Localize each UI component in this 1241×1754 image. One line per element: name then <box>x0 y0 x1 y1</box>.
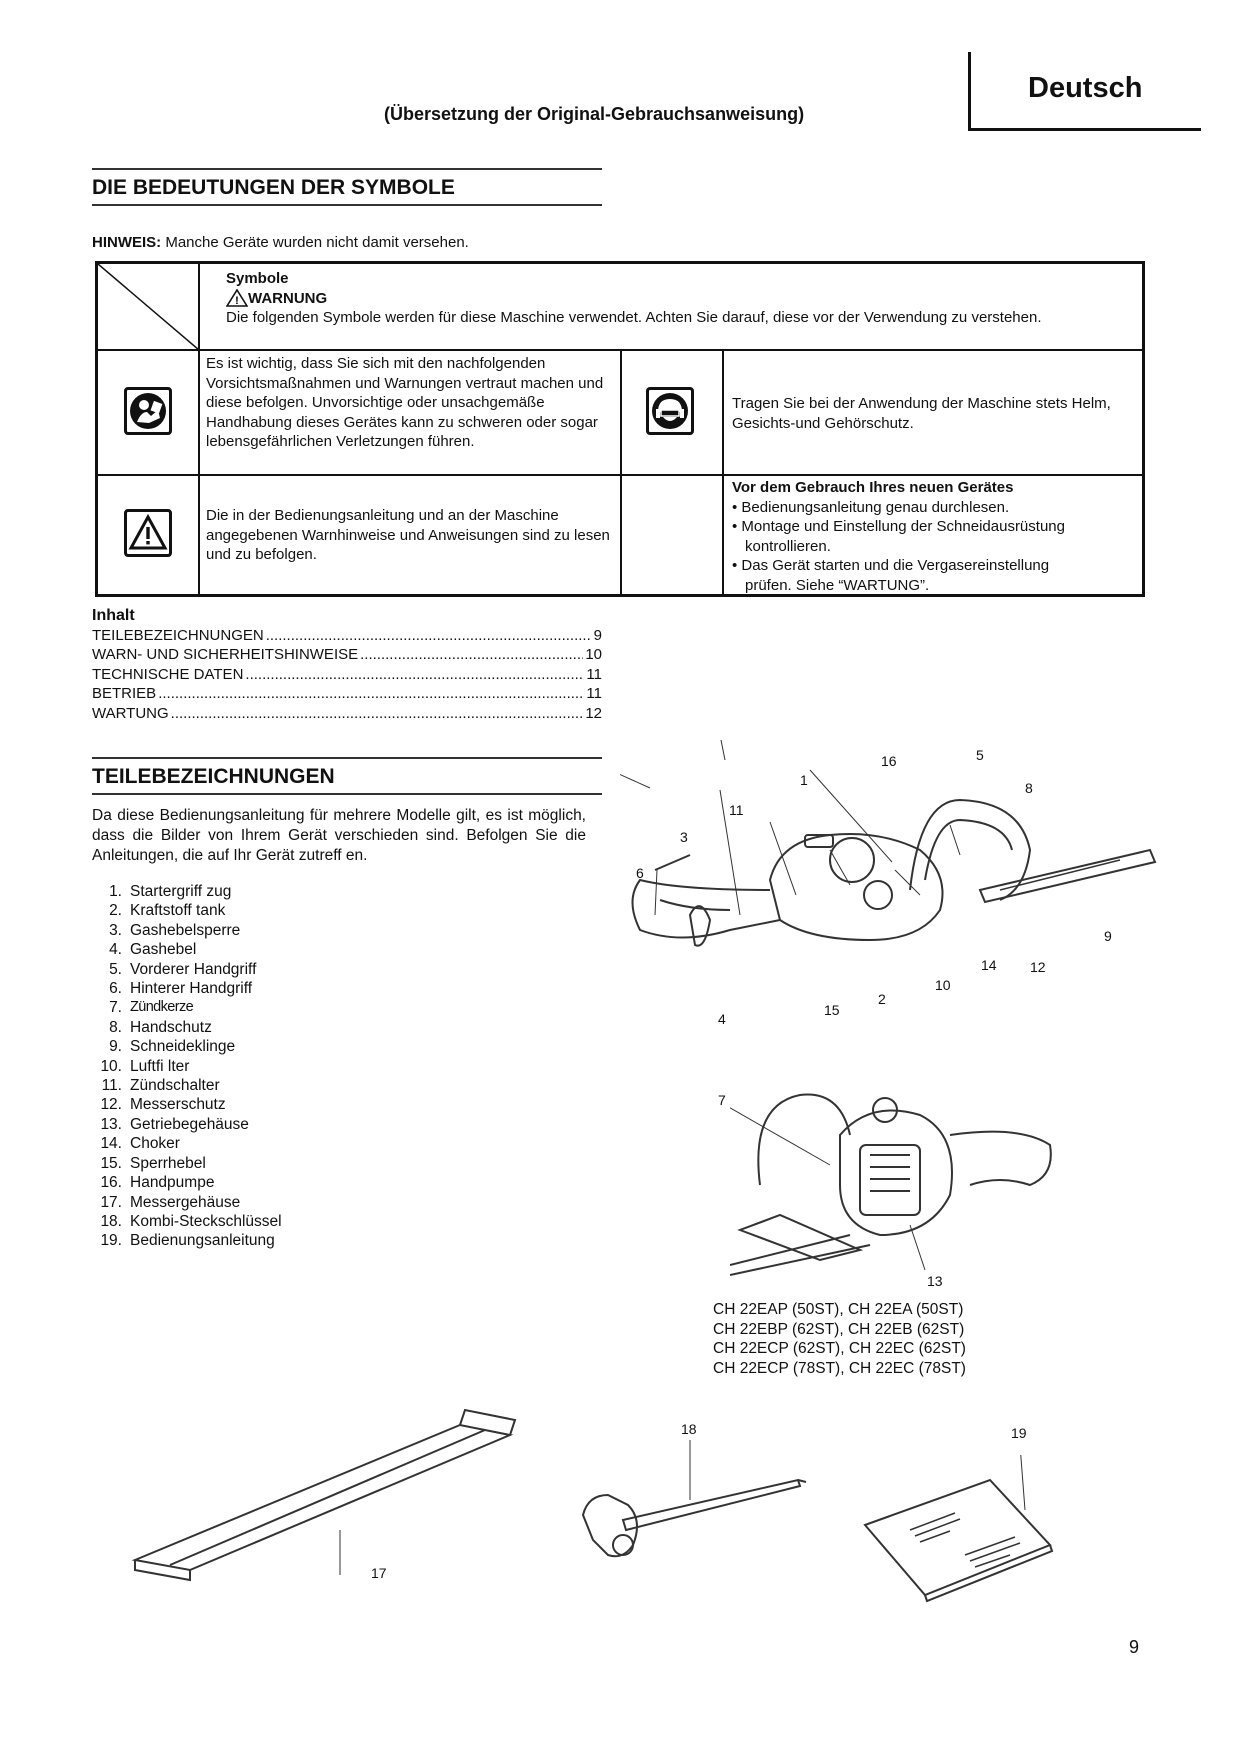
callout-label: 13 <box>927 1273 943 1289</box>
symbols-section-heading: DIE BEDEUTUNGEN DER SYMBOLE <box>92 168 602 206</box>
before-use-line: prüfen. Siehe “WARTUNG”. <box>745 576 930 594</box>
list-item: 10. Luftfi lter <box>100 1057 190 1075</box>
page-number: 9 <box>1129 1637 1140 1657</box>
symbol-table <box>95 261 1145 597</box>
callout-label: 17 <box>371 1565 387 1581</box>
parts-section-heading: TEILEBEZEICHNUNGEN <box>92 757 602 795</box>
callout-label: 2 <box>878 991 886 1007</box>
callout-label: 12 <box>1030 959 1046 975</box>
callout-label: 16 <box>881 753 897 769</box>
table-header-warning: WARNUNG <box>248 289 328 307</box>
combi-wrench-illustration <box>578 1440 808 1580</box>
list-item: 14. Choker <box>100 1135 180 1153</box>
parts-list <box>92 882 282 1251</box>
toc-title: Inhalt <box>92 607 135 624</box>
table-header <box>226 269 1126 328</box>
callout-label: 5 <box>976 747 984 763</box>
list-item: 11. Zündschalter <box>101 1077 220 1095</box>
model-list <box>713 1300 966 1378</box>
list-item: 17. Messergehäuse <box>100 1193 241 1211</box>
toc-entry[interactable]: TEILEBEZEICHNUNGEN ..... 9 <box>92 626 602 646</box>
note-text: Manche Geräte wurden nicht damit versehen. <box>161 234 469 251</box>
table-header-title: Symbole <box>226 270 289 287</box>
callout-label: 14 <box>981 957 997 973</box>
before-use-line: • Das Gerät starten und die Vergasereinstellung <box>732 557 1050 574</box>
list-item: 8. Handschutz <box>109 1018 212 1036</box>
language-label: Deutsch <box>1028 72 1143 104</box>
hedge-trimmer-illustration <box>620 740 1180 1040</box>
model-line: CH 22ECP (62ST), CH 22EC (62ST) <box>713 1340 966 1357</box>
callout-label: 9 <box>1104 928 1112 944</box>
callout-label: 3 <box>680 829 688 845</box>
list-item: 12. Messerschutz <box>100 1096 226 1114</box>
toc-entry[interactable]: WARTUNG ..... 12 <box>92 704 602 724</box>
list-item: 9. Schneideklinge <box>109 1038 236 1056</box>
list-item: 18. Kombi-Steckschlüssel <box>100 1212 282 1230</box>
table-of-contents <box>92 606 602 723</box>
note-label: HINWEIS: <box>92 234 162 251</box>
svg-text:!: ! <box>235 295 239 308</box>
symbols-note <box>92 234 469 251</box>
callout-label: 8 <box>1025 780 1033 796</box>
list-item: 2. Kraftstoff tank <box>109 902 226 920</box>
list-item: 1. Startergriff zug <box>109 883 232 900</box>
callout-label: 6 <box>636 865 644 881</box>
blade-cover-illustration <box>130 1405 530 1585</box>
model-line: CH 22ECP (78ST), CH 22EC (78ST) <box>713 1359 966 1377</box>
row2-left-text: Die in der Bedienungsanleitung und an der Maschine angegebenen Warnhinweise und Anweisungen sind zu lesen und zu befolgen. <box>206 507 610 563</box>
before-use-title: Vor dem Gebrauch Ihres neuen Gerätes <box>732 479 1014 496</box>
callout-label: 11 <box>729 802 744 818</box>
protective-gear-icon <box>646 387 694 435</box>
list-item: 15. Sperrhebel <box>100 1154 206 1172</box>
callout-label: 15 <box>824 1002 840 1018</box>
model-line: CH 22EBP (62ST), CH 22EB (62ST) <box>713 1320 965 1338</box>
list-item: 7. Zündkerze <box>109 999 194 1017</box>
callout-label: 19 <box>1011 1425 1027 1441</box>
before-use-line: kontrollieren. <box>745 537 831 555</box>
toc-entry[interactable]: BETRIEB ..... 11 <box>92 684 602 704</box>
callout-label: 10 <box>935 977 951 993</box>
manual-booklet-illustration <box>860 1455 1060 1605</box>
list-item: 19. Bedienungsanleitung <box>100 1232 275 1250</box>
model-line: CH 22EAP (50ST), CH 22EA (50ST) <box>713 1301 964 1318</box>
before-use-line: • Montage und Einstellung der Schneidausrüstung <box>732 518 1065 535</box>
callout-label: 18 <box>681 1421 697 1437</box>
header-diagonal <box>98 264 199 350</box>
callout-label: 4 <box>718 1011 726 1027</box>
list-item: 16. Handpumpe <box>100 1174 215 1192</box>
list-item: 5. Vorderer Handgriff <box>109 960 257 978</box>
row1-left-text: Es ist wichtig, dass Sie sich mit den nachfolgenden Vorsichtsmaßnahmen und Warnungen vertraut machen und diese befolgen. Unvorsichtige oder unsachgemäße Handhabung dieses Gerätes kann zu schweren oder sogar lebensgefährlichen Verletzungen führen. <box>206 355 604 450</box>
warning-triangle-icon <box>226 289 248 307</box>
table-header-text: Die folgenden Symbole werden für diese Maschine verwendet. Achten Sie darauf, diese vor der Verwendung zu verstehen. <box>226 309 1042 326</box>
read-manual-icon <box>124 387 172 435</box>
list-item: 3. Gashebelsperre <box>109 921 241 939</box>
before-use-block <box>732 478 1137 595</box>
callout-label: 1 <box>800 772 808 788</box>
document-subtitle: (Übersetzung der Original-Gebrauchsanweisung) <box>384 104 805 124</box>
engine-closeup-illustration <box>730 1075 1070 1285</box>
callout-label: 7 <box>718 1092 726 1108</box>
list-item: 13. Getriebegehäuse <box>100 1115 249 1133</box>
list-item: 4. Gashebel <box>109 941 197 959</box>
warning-icon <box>124 509 172 557</box>
parts-intro: Da diese Bedienungsanleitung für mehrere Modelle gilt, es ist möglich, dass die Bilder von Ihrem Gerät verschieden sind. Befolgen Sie die Anleitungen, die auf Ihr Gerät zutreff en. <box>92 807 586 864</box>
toc-entry[interactable]: TECHNISCHE DATEN ..... 11 <box>92 665 602 685</box>
toc-entry[interactable]: WARN- UND SICHERHEITSHINWEISE ..... 10 <box>92 645 602 665</box>
before-use-line: • Bedienungsanleitung genau durchlesen. <box>732 498 1010 516</box>
list-item: 6. Hinterer Handgriff <box>109 980 253 998</box>
row1-right-text: Tragen Sie bei der Anwendung der Maschine stets Helm, Gesichts-und Gehörschutz. <box>732 395 1111 432</box>
